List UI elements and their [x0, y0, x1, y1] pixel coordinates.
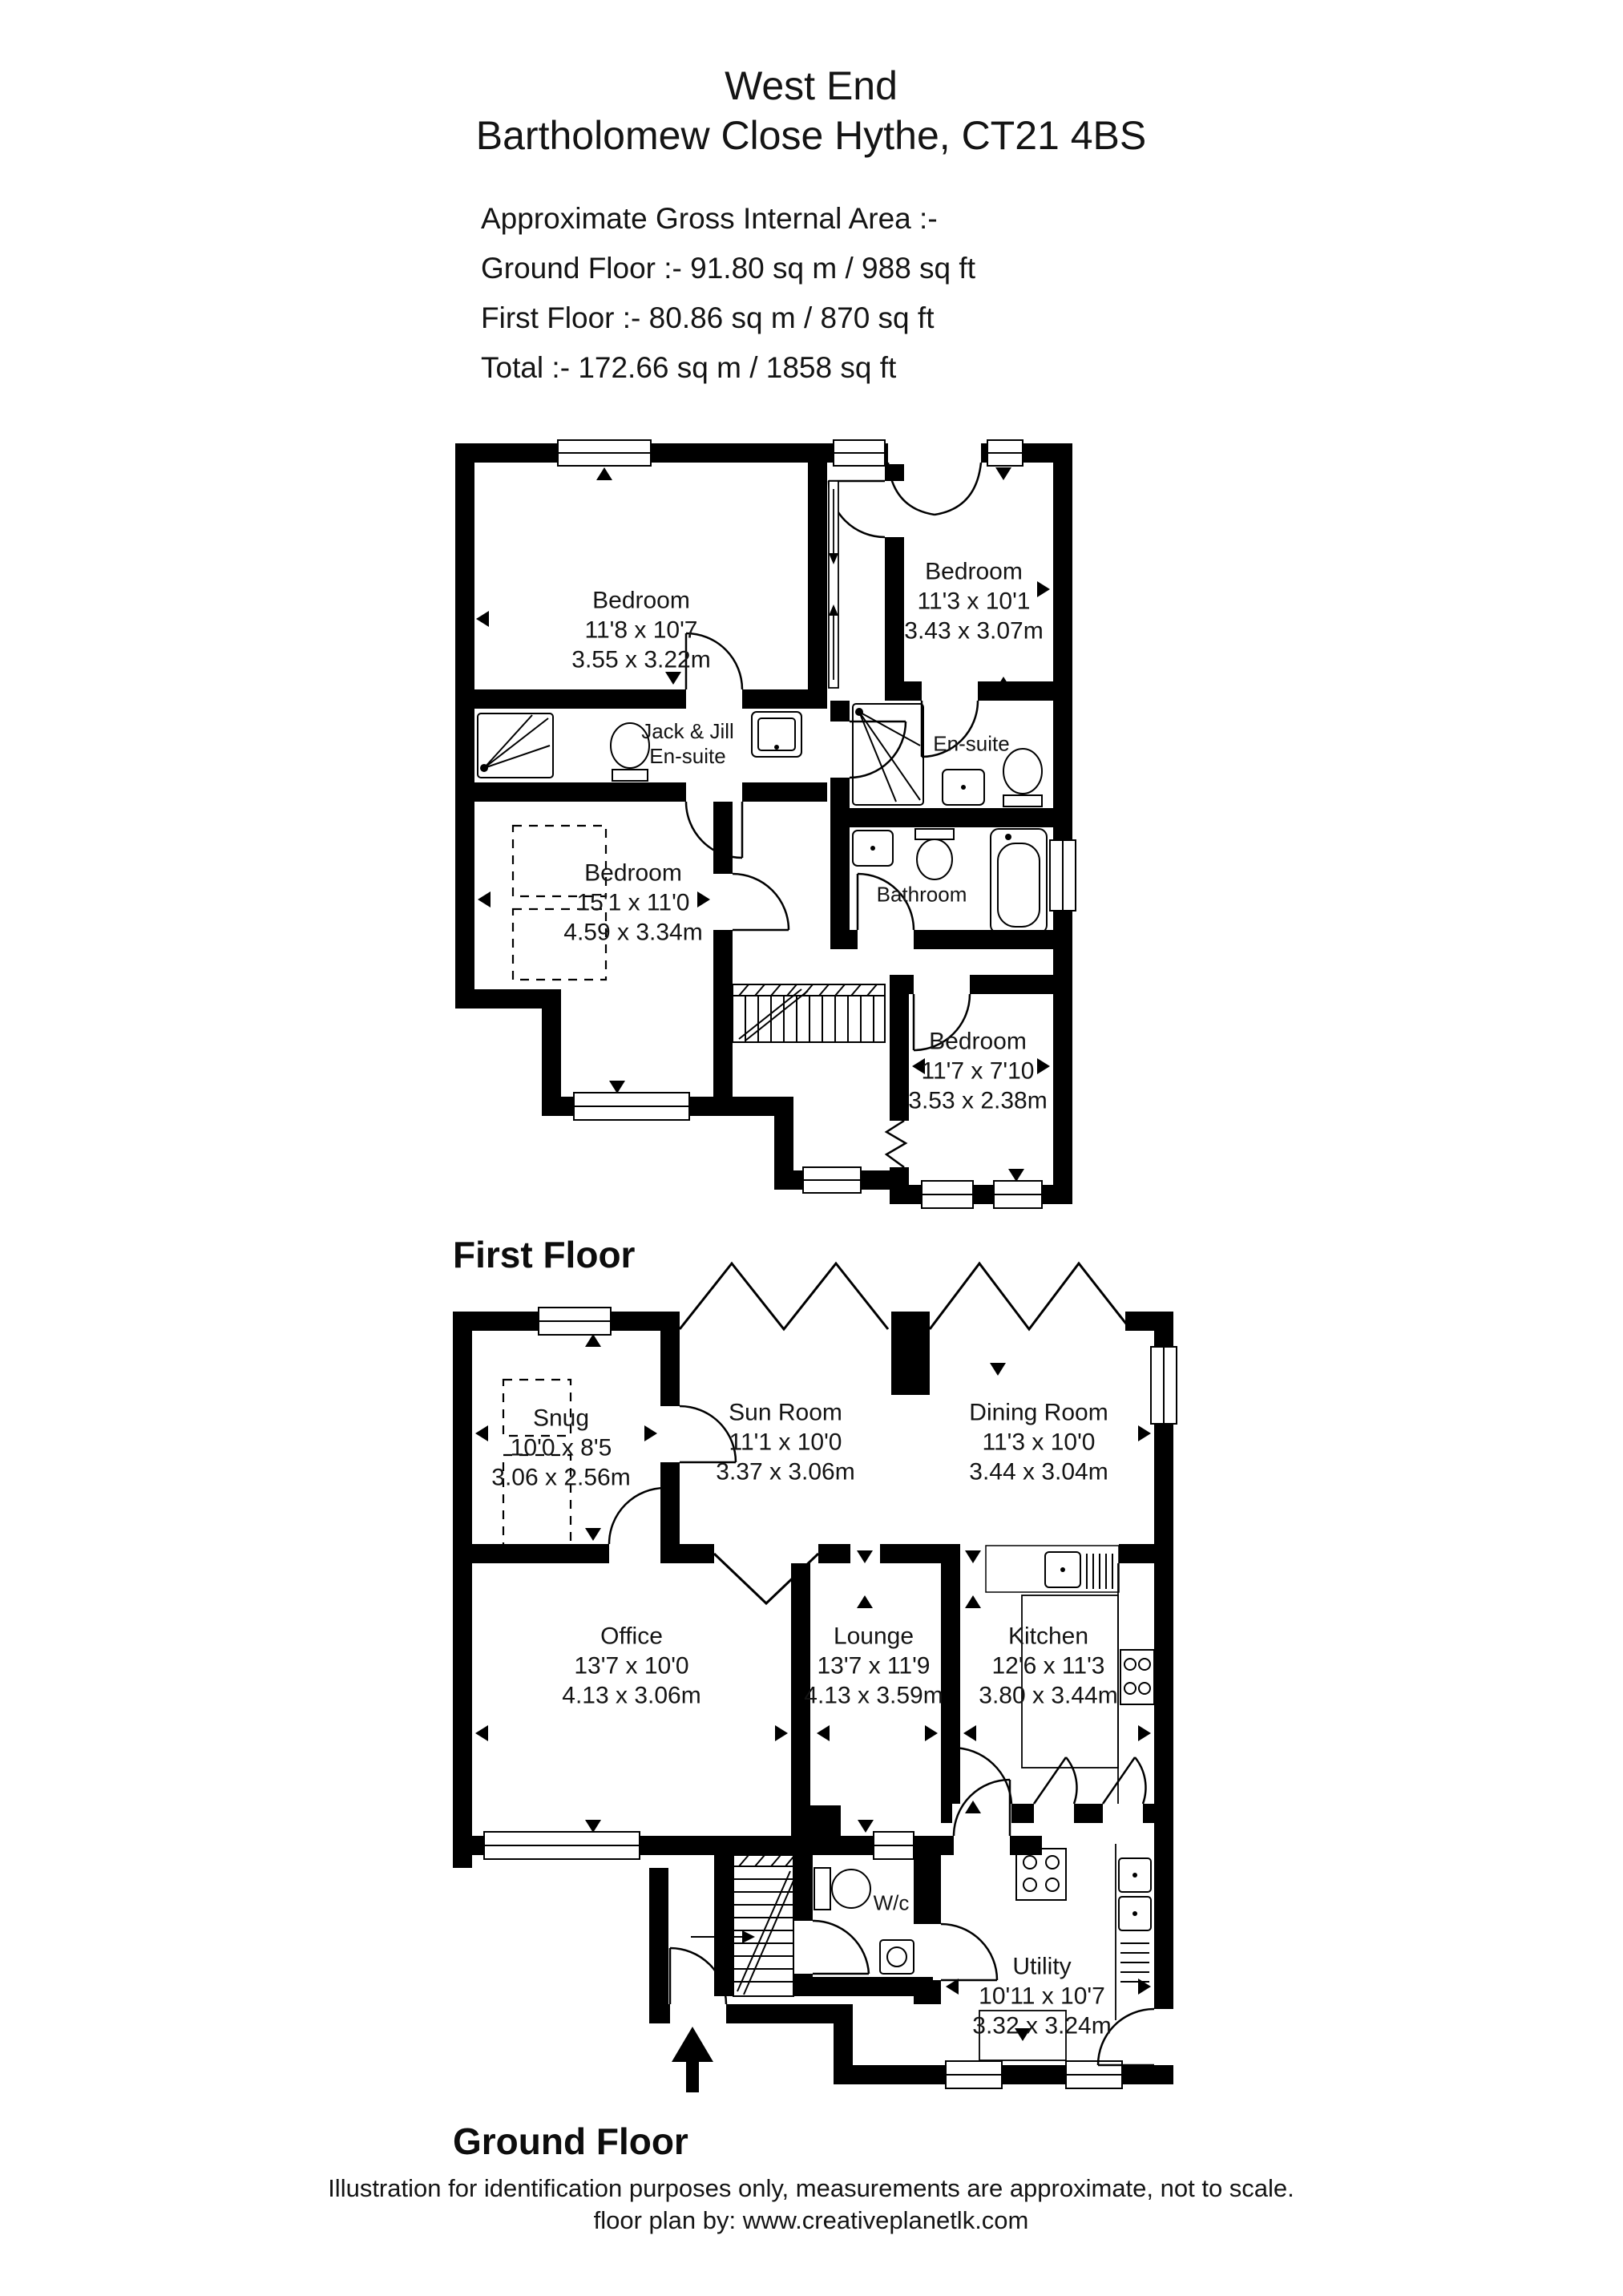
sliding-wardrobe-icon — [829, 481, 838, 688]
window-icon — [874, 1832, 914, 1859]
door-icon — [733, 874, 789, 930]
room-label-office: Office 13'7 x 10'0 4.13 x 3.06m — [562, 1623, 701, 1709]
toilet-icon — [1003, 749, 1042, 806]
room-label-kitchen: Kitchen 12'6 x 11'3 3.80 x 3.44m — [979, 1623, 1118, 1709]
area-first-floor: First Floor :- 80.86 sq m / 870 sq ft — [481, 301, 935, 334]
sun-room-glazing-zigzag — [680, 1263, 888, 1329]
room-label-sun-room: Sun Room 11'1 x 10'0 3.37 x 3.06m — [716, 1399, 855, 1486]
door-icon — [1034, 1757, 1076, 1804]
room-label-snug: Snug 10'0 x 8'5 3.06 x 2.56m — [491, 1405, 631, 1491]
sink-icon — [853, 831, 893, 866]
window-icon — [946, 2061, 1002, 2088]
sink-icon — [880, 1940, 914, 1974]
door-icon — [609, 1488, 665, 1544]
footer-credit: floor plan by: www.creativeplanetlk.com — [593, 2206, 1029, 2234]
door-icon — [1103, 1757, 1145, 1804]
window-icon — [484, 1832, 640, 1859]
shower-icon — [478, 713, 553, 778]
footer-disclaimer: Illustration for identification purposes only, measurements are approximate, not to scale. — [328, 2174, 1294, 2202]
first-floor-label: First Floor — [453, 1234, 636, 1275]
hob-icon — [1016, 1849, 1066, 1900]
room-label-wc: W/c — [873, 1890, 910, 1915]
window-icon — [558, 440, 651, 466]
door-icon — [850, 722, 906, 778]
ground-floor-label: Ground Floor — [453, 2120, 688, 2162]
window-icon — [834, 440, 885, 466]
door-icon — [952, 1748, 1011, 1804]
window-icon — [803, 1167, 861, 1193]
area-total: Total :- 172.66 sq m / 1858 sq ft — [481, 351, 897, 384]
utility-sink-icon — [1119, 1858, 1151, 1982]
window-icon — [1151, 1347, 1177, 1424]
toilet-icon — [915, 829, 954, 879]
door-icon — [954, 1780, 1010, 1836]
area-heading: Approximate Gross Internal Area :- — [481, 202, 938, 235]
dining-glazing-zigzag — [930, 1263, 1128, 1329]
toilet-icon — [814, 1868, 870, 1910]
french-door-gap — [888, 442, 981, 464]
page-title-line1: West End — [725, 63, 898, 108]
room-label-bedroom2: Bedroom 11'3 x 10'1 3.43 x 3.07m — [904, 558, 1044, 645]
room-label-lounge: Lounge 13'7 x 11'9 4.13 x 3.59m — [804, 1623, 943, 1709]
entrance-arrow-icon — [672, 2027, 713, 2092]
page-title-line2: Bartholomew Close Hythe, CT21 4BS — [475, 113, 1147, 158]
room-label-dining-room: Dining Room 11'3 x 10'0 3.44 x 3.04m — [969, 1399, 1108, 1486]
hob-icon — [1120, 1650, 1154, 1704]
room-label-utility: Utility 10'11 x 10'7 3.32 x 3.24m — [972, 1953, 1112, 2039]
room-label-ensuite: En-suite — [933, 731, 1010, 756]
bathtub-icon — [991, 829, 1047, 933]
obscure-window-zigzag-icon — [886, 1121, 909, 1167]
sink-icon — [943, 770, 984, 805]
sink-icon — [752, 712, 801, 757]
window-icon — [539, 1308, 611, 1335]
shower-icon — [853, 704, 923, 805]
room-label-bedroom1: Bedroom 11'8 x 10'7 3.55 x 3.22m — [571, 587, 711, 673]
room-label-bathroom: Bathroom — [876, 882, 967, 907]
window-icon — [922, 1181, 973, 1208]
window-icon — [994, 1181, 1042, 1208]
window-icon — [574, 1093, 689, 1120]
window-icon — [1050, 840, 1076, 911]
back-door-gap — [1151, 2009, 1177, 2065]
ground-floor-stairs-icon — [691, 1855, 793, 1996]
first-floor-stairs-icon — [733, 984, 885, 1042]
room-label-bedroom4: Bedroom 11'7 x 7'10 3.53 x 2.38m — [908, 1028, 1048, 1114]
wc-fixtures — [814, 1868, 914, 1974]
area-ground-floor: Ground Floor :- 91.80 sq m / 988 sq ft — [481, 252, 975, 285]
door-icon — [813, 1921, 869, 1974]
room-label-jack-jill-ensuite: Jack & Jill En-suite — [641, 719, 734, 768]
window-icon — [987, 440, 1023, 466]
room-label-bedroom3: Bedroom 15'1 x 11'0 4.59 x 3.34m — [563, 859, 703, 946]
